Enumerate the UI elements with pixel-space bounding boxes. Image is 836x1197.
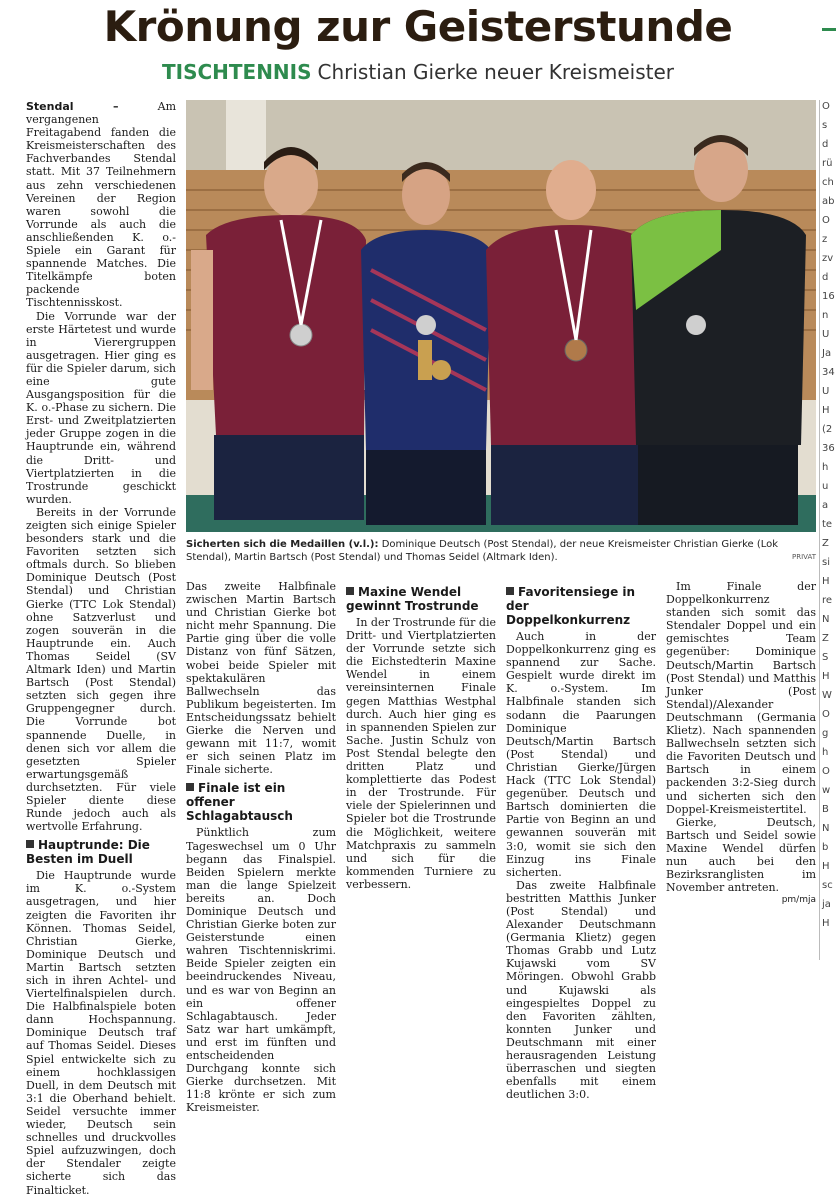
subheadline — [0, 60, 836, 84]
sidebar-fragment: ch — [822, 177, 834, 188]
sidebar-fragment: N — [822, 823, 830, 834]
paragraph-10: Im Finale der Doppelkonkurrenz standen sich somit das Stendaler Doppel und ein gemischtes Team gegenüber: Dominique Deutsch/Martin Bartsch (Post Stendal) und Matthis Junker (Post Stendal)/Alexander Deutschmann (Germania Klietz). Nach spannenden Ballwechseln setzten sich die Favoriten Deutsch und Bartsch in einem packenden 3:2-Sieg durch und sicherten sich den Doppel-Kreismeistertitel. — [666, 580, 816, 816]
sidebar-fragment: H — [822, 576, 830, 587]
sidebar-fragment: s — [822, 120, 828, 131]
sidebar-fragment: 34 — [822, 367, 835, 378]
subhead-doppel — [506, 585, 656, 627]
paragraph-7: In der Trostrunde für die Dritt- und Viertplatzierten der Vorrunde setzte sich die Eichstedterin Maxine Wendel in einem vereinsinternen Finale gegen Matthias Westphal durch. Auch hier ging es in spannenden Spielen zur Sache. Justin Schulz von Post Stendal belegte den dritten Platz und komplettierte das Podest in der Trostrunde. Für viele der Spielerinnen und Spieler bot die Trostrunde die Möglichkeit, weitere Matchpraxis zu sammeln und sich für die kommenden Turniere zu verbessern. — [346, 616, 496, 891]
photo-caption — [186, 538, 816, 564]
neighbor-column-fragments — [822, 100, 836, 960]
subheadline-text: Christian Gierke neuer Kreismeister — [317, 60, 675, 84]
kicker: TISCHTENNIS — [161, 60, 312, 84]
sidebar-fragment: B — [822, 804, 829, 815]
sidebar-fragment: H — [822, 671, 830, 682]
caption-bold: Sicherten sich die Medaillen (v.l.): — [186, 539, 379, 550]
sidebar-fragment: b — [822, 842, 829, 853]
column-4 — [506, 580, 656, 1102]
sidebar-fragment: te — [822, 519, 833, 530]
photo-credit: PRIVAT — [791, 553, 816, 561]
paragraph-6: Pünktlich zum Tageswechsel um 0 Uhr begann das Finalspiel. Beiden Spielern merkte man die lange Spielzeit bereits an. Doch Dominique Deutsch und Christian Gierke boten zur Geisterstunde einen wahren Tischtenniskrimi. Beide Spieler zeigten ein beeindruckendes Niveau, und es war von Beginn an ein offener Schlagabtausch. Jeder Satz war hart umkämpft, und erst im fünften und entscheidenden Durchgang konnte sich Gierke durchsetzen. Mit 11:8 krönte er sich zum Kreismeister. — [186, 826, 336, 1115]
paragraph-3: Bereits in der Vorrunde zeigten sich einige Spieler besonders stark und die Favoriten setzten sich oftmals durch. So blieben Dominique Deutsch (Post Stendal) und Christian Gierke (TTC Lok Stendal) ohne Satzverlust und zogen souverän in die Hauptrunde ein. Auch Thomas Seidel (SV Altmark Iden) und Martin Bartsch (Post Stendal) setzten sich gegen ihre Gruppengegner durch. Die Vorrunde bot spannende Duelle, in denen sich vor allem die gesetzten Spieler erwartungsgemäß durchsetzten. Für viele Spieler diente diese Runde jedoch auch als wertvolle Erfahrung. — [26, 505, 176, 834]
sidebar-fragment: (2 — [822, 424, 833, 435]
subhead-hauptrunde-text: Hauptrunde: Die Besten im Duell — [26, 838, 150, 867]
team-photo — [186, 100, 816, 532]
subhead-doppel-text: Favoritensiege in der Doppelkonkurrenz — [506, 585, 636, 627]
sidebar-fragment: U — [822, 329, 830, 340]
sidebar-fragment: si — [822, 557, 830, 568]
sidebar-fragment: H — [822, 405, 830, 416]
subhead-finale — [186, 781, 336, 823]
column-rule — [819, 100, 820, 960]
paragraph-4: Die Hauptrunde wurde im K. o.-System ausgetragen, und hier zeigten die Favoriten ihr Können. Thomas Seidel, Christian Gierke, Dominique Deutsch und Martin Bartsch setzten sich in ihren Achtel- und Viertelfinalspielen durch. Die Halbfinalspiele boten dann Hochspannung. Dominique Deutsch traf auf Thomas Seidel. Dieses Spiel entwickelte sich zu einem hochklassigen Duell, in dem Deutsch mit 3:1 die Oberhand behielt. Seidel versuchte immer wieder, Deutsch sein schnelles und druckvolles Spiel aufzuzwingen, doch der Stendaler zeigte sicherte sich das Finalticket. — [26, 869, 176, 1197]
sidebar-fragment: ja — [822, 899, 831, 910]
sidebar-fragment: h — [822, 747, 829, 758]
author-signature: pm/mja — [781, 895, 816, 906]
column-3 — [346, 580, 496, 952]
sidebar-fragment: n — [822, 310, 829, 321]
sidebar-fragment: U — [822, 386, 830, 397]
column-1 — [26, 100, 176, 1197]
sidebar-fragment: H — [822, 918, 830, 929]
sidebar-fragment: O — [822, 709, 830, 720]
paragraph-5: Das zweite Halbfinale zwischen Martin Bartsch und Christian Gierke bot nicht mehr Spannung. Die Partie ging über die volle Distanz von fünf Sätzen, wobei beide Spieler mit spektakulären Ballwechseln das Publikum begeisterten. Im Entscheidungssatz behielt Gierke die Nerven und gewann mit 11:7, womit er sich seinen Platz im Finale sicherte. — [186, 580, 336, 777]
sidebar-fragment: ab — [822, 196, 835, 207]
sidebar-fragment: Z — [822, 538, 829, 549]
sidebar-fragment: 16 — [822, 291, 835, 302]
subhead-trostrunde — [346, 585, 496, 613]
sidebar-fragment: N — [822, 614, 830, 625]
sidebar-fragment: zv — [822, 253, 834, 264]
column-2 — [186, 580, 336, 1115]
sidebar-fragment: S — [822, 652, 829, 663]
column-5 — [666, 580, 816, 952]
sidebar-fragment: z — [822, 234, 828, 245]
caption-text: Dominique Deutsch (Post Stendal), der neue Kreismeister Christian Gierke (Lok Stendal), Martin Bartsch (Post Stendal) und Thomas Seidel (Altmark Iden). — [186, 539, 779, 563]
sidebar-fragment: g — [822, 728, 829, 739]
sidebar-fragment: W — [822, 690, 832, 701]
sidebar-fragment: Ja — [822, 348, 832, 359]
sidebar-fragment: d — [822, 139, 829, 150]
dateline: Stendal – — [26, 100, 119, 113]
sidebar-fragment: 36 — [822, 443, 835, 454]
sidebar-fragment: sc — [822, 880, 833, 891]
subhead-finale-text: Finale ist ein offener Schlagabtausch — [186, 781, 293, 824]
sidebar-fragment: h — [822, 462, 829, 473]
sidebar-fragment: u — [822, 481, 829, 492]
paragraph-9: Das zweite Halbfinale bestritten Matthis Junker (Post Stendal) und Alexander Deutschmann (Germania Klietz) gegen Thomas Grabb und Lutz Kujawski vom SV Möringen. Obwohl Grabb und Kujawski als eingespieltes Doppel zu den Favoriten zählten, konnten Junker und Deutschmann mit einer herausragenden Leistung überraschen und siegten ebenfalls mit einem deutlichen 3:0. — [506, 878, 656, 1102]
paragraph-11: Gierke, Deutsch, Bartsch und Seidel sowie Maxine Wendel dürfen nun auch bei den Bezirksranglisten im November antreten. — [666, 815, 816, 895]
subhead-hauptrunde — [26, 838, 176, 866]
sidebar-fragment: O — [822, 766, 830, 777]
sidebar-fragment: rü — [822, 158, 833, 169]
sidebar-fragment: Z — [822, 633, 829, 644]
paragraph-1 — [26, 100, 176, 310]
sidebar-fragment: O — [822, 101, 830, 112]
subhead-trostrunde-text: Maxine Wendel gewinnt Trostrunde — [346, 585, 479, 613]
paragraph-2: Die Vorrunde war der erste Härtetest und wurde in Vierergruppen ausgetragen. Hier ging es für die Spieler darum, sich eine gute Ausgangsposition für die K. o.-Phase zu sichern. Die Erst- und Zweitplatzierten jeder Gruppe zogen in die Hauptrunde ein, während die Dritt- und Viertplatzierten in die Trostrunde geschickt wurden. — [26, 309, 176, 506]
paragraph-8: Auch in der Doppelkonkurrenz ging es spannend zur Sache. Gespielt wurde direkt im K. o.-System. Im Halbfinale standen sich sodann die Paarungen Dominique Deutsch/Martin Bartsch (Post Stendal) und Christian Gierke/Jürgen Hack (TTC Lok Stendal) gegenüber. Deutsch und Bartsch dominierten die Partie von Beginn an und gewannen souverän mit 3:0, womit sie sich den Einzug ins Finale sicherten. — [506, 630, 656, 879]
sidebar-fragment: re — [822, 595, 833, 606]
sidebar-fragment: d — [822, 272, 829, 283]
paragraph-1-text: Am vergangenen Freitagabend fanden die Kreismeisterschaften des Fachverbandes Stendal statt. Mit 37 Teilnehmern aus zehn verschiedenen Vereinen der Region waren sowohl die Vorrunde als auch die anschließenden K. o.-Spiele ein Garant für spannende Matches. Die Titelkämpfe boten packende Tischtennisskost. — [26, 100, 176, 310]
photo-illustration — [186, 100, 816, 532]
sidebar-fragment: w — [822, 785, 831, 796]
sidebar-fragment: H — [822, 861, 830, 872]
headline: Krönung zur Geisterstunde — [103, 2, 733, 51]
sidebar-fragment: a — [822, 500, 829, 511]
sidebar-fragment: O — [822, 215, 830, 226]
